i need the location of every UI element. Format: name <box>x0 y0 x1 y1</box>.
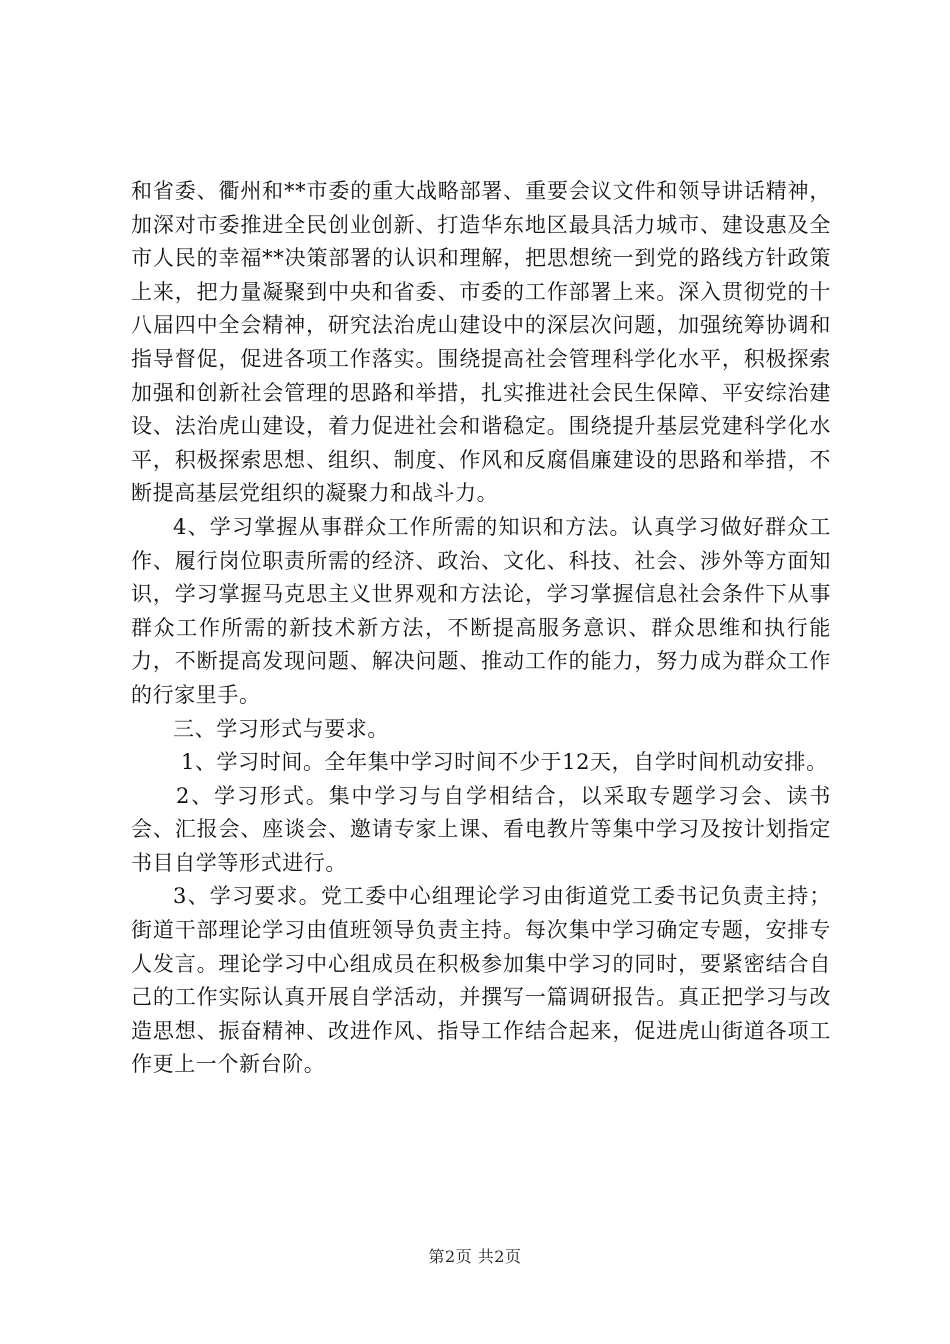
body-text <box>131 175 831 1082</box>
paragraph-study-time: 1、学习时间。全年集中学习时间不少于12天，自学时间机动安排。 <box>181 750 828 775</box>
paragraph-study-requirements: 3、学习要求。党工委中心组理论学习由街道党工委书记负责主持；街道干部理论学习由值班领导负责主持。每次集中学习确定专题，安排专人发言。理论学习中心组成员在积极参加集中学习的同时，要紧密结合自己的工作实际认真开展自学活动，并撰写一篇调研报告。真正把学习与改造思想、振奋精神、改进作风、指导工作结合起来，促进虎山街道各项工作更上一个新台阶。 <box>131 884 831 1077</box>
paragraph-item-4: 4、学习掌握从事群众工作所需的知识和方法。认真学习做好群众工作、履行岗位职责所需的经济、政治、文化、科技、社会、涉外等方面知识，学习掌握马克思主义世界观和方法论，学习掌握信息社会条件下从事群众工作所需的新技术新方法，不断提高服务意识、群众思维和执行能力，不断提高发现问题、解决问题、推动工作的能力，努力成为群众工作的行家里手。 <box>131 514 831 707</box>
page-footer: 第2页 共2页 <box>428 1247 522 1266</box>
paragraph-continuation: 和省委、衢州和**市委的重大战略部署、重要会议文件和领导讲话精神，加深对市委推进全民创业创新、打造华东地区最具活力城市、建设惠及全市人民的幸福**决策部署的认识和理解，把思想统一到党的路线方针政策上来，把力量凝聚到中央和省委、市委的工作部署上来。深入贯彻党的十八届四中全会精神，研究法治虎山建设中的深层次问题，加强统筹协调和指导督促，促进各项工作落实。围绕提高社会管理科学化水平，积极探索加强和创新社会管理的思路和举措，扎实推进社会民生保障、平安综治建设、法治虎山建设，着力促进社会和谐稳定。围绕提升基层党建科学化水平，积极探索思想、组织、制度、作风和反腐倡廉建设的思路和举措，不断提高基层党组织的凝聚力和战斗力。 <box>131 179 831 506</box>
paragraph-study-form: 2、学习形式。集中学习与自学相结合，以采取专题学习会、读书会、汇报会、座谈会、邀请专家上课、看电教片等集中学习及按计划指定书目自学等形式进行。 <box>131 783 831 875</box>
section-heading-3: 三、学习形式与要求。 <box>173 716 389 741</box>
